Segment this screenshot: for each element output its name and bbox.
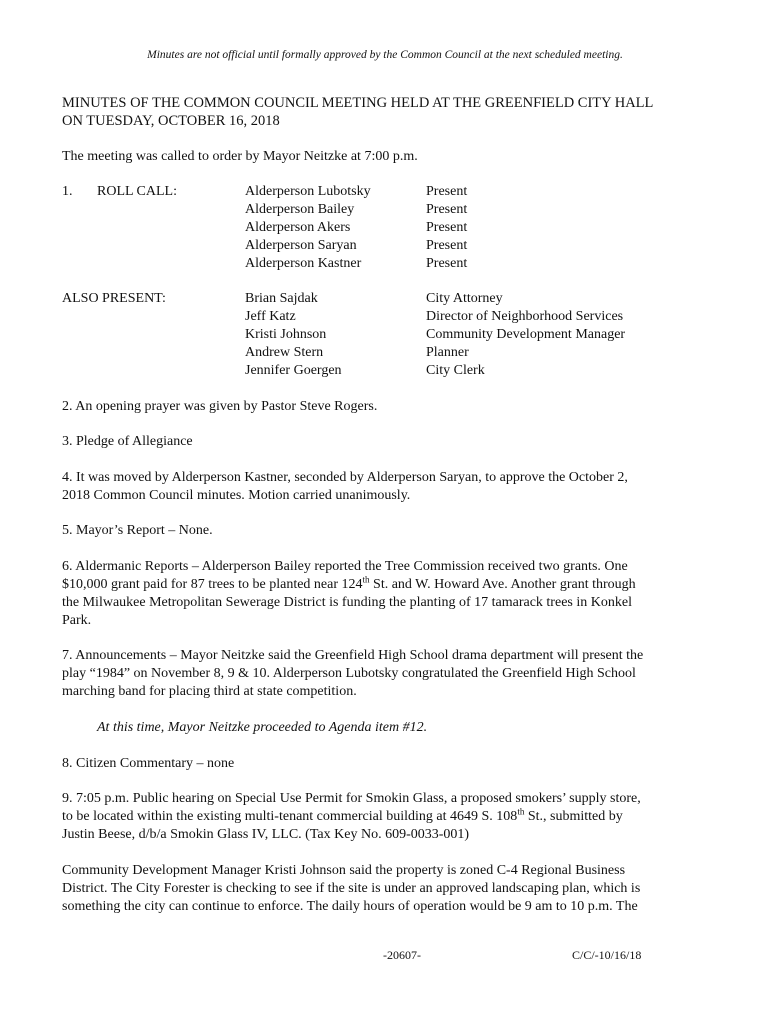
staff-role: Director of Neighborhood Services [426,309,624,324]
member-name: Alderperson Akers [245,220,351,235]
ordinal-suffix: th [517,806,525,817]
item-9-line: Justin Beese, d/b/a Smokin Glass IV, LLC. (Tax Key No. 609-0033-001) [62,827,470,842]
item-9-paragraph [62,862,712,916]
member-name: Alderperson Lubotsky [245,184,371,199]
item-6-line [62,576,712,594]
item-6-line: 6. Aldermanic Reports – Alderperson Bailey reported the Tree Commission received two grants. One [62,559,628,574]
item-9-text: to be located within the existing multi-tenant commercial building at 4649 S. 108 [62,809,518,824]
item-9-line [62,808,712,826]
roll-call-statuses [426,183,467,273]
member-status: Present [426,184,468,199]
item-6 [62,558,712,630]
item-3: 3. Pledge of Allegiance [62,434,193,449]
also-present-names [245,290,342,380]
item-9-text: St., submitted by [524,809,623,824]
item-2: 2. An opening prayer was given by Pastor Steve Rogers. [62,399,378,414]
item-6-text: $10,000 grant paid for 87 trees to be planted near 124 [62,577,363,592]
item-6-text: St. and W. Howard Ave. Another grant through [369,577,636,592]
footer-page-number: -20607- [383,948,421,962]
item-4-line: 2018 Common Council minutes. Motion carried unanimously. [62,488,411,503]
member-status: Present [426,238,468,253]
staff-role: Community Development Manager [426,327,626,342]
roll-call-number: 1. [62,184,73,199]
disclaimer-header: Minutes are not official until formally approved by the Common Council at the next scheduled meeting. [147,49,623,61]
ordinal-suffix: th [362,574,370,585]
item-7-line: play “1984” on November 8, 9 & 10. Alderperson Lubotsky congratulated the Greenfield High School [62,666,636,681]
staff-name: Jennifer Goergen [245,363,342,378]
item-8: 8. Citizen Commentary – none [62,756,235,771]
staff-name: Andrew Stern [245,345,324,360]
item-7 [62,647,712,701]
item-9-paragraph-line: Community Development Manager Kristi Johnson said the property is zoned C-4 Regional Business [62,863,626,878]
staff-role: City Clerk [426,363,485,378]
member-status: Present [426,220,468,235]
roll-call-names [245,183,371,273]
item-9-line: 9. 7:05 p.m. Public hearing on Special Use Permit for Smokin Glass, a proposed smokers’ supply store, [62,791,641,806]
footer-document-code: C/C/-10/16/18 [572,948,642,962]
also-present-roles [426,290,625,380]
item-9-paragraph-line: something the city can continue to enforce. The daily hours of operation would be 9 am to 10 p.m. The [62,899,638,914]
member-name: Alderperson Kastner [245,256,362,271]
page-title [62,94,722,130]
staff-name: Kristi Johnson [245,327,327,342]
member-name: Alderperson Bailey [245,202,355,217]
staff-name: Brian Sajdak [245,291,318,306]
item-4 [62,469,712,505]
title-line-1: MINUTES OF THE COMMON COUNCIL MEETING HELD AT THE GREENFIELD CITY HALL [62,95,654,111]
item-9-paragraph-line: District. The City Forester is checking to see if the site is under an approved landscaping plan, which is [62,881,641,896]
call-to-order: The meeting was called to order by Mayor Neitzke at 7:00 p.m. [62,149,418,164]
staff-role: City Attorney [426,291,503,306]
item-7-line: marching band for placing third at state competition. [62,684,357,699]
staff-name: Jeff Katz [245,309,296,324]
item-6-line: Park. [62,613,92,628]
member-status: Present [426,202,468,217]
item-4-line: 4. It was moved by Alderperson Kastner, seconded by Alderperson Saryan, to approve the October 2, [62,470,628,485]
item-7-line: 7. Announcements – Mayor Neitzke said the Greenfield High School drama department will present the [62,648,644,663]
member-status: Present [426,256,468,271]
title-line-2: ON TUESDAY, OCTOBER 16, 2018 [62,113,280,129]
also-present-label: ALSO PRESENT: [62,291,166,306]
roll-call-label: ROLL CALL: [97,184,177,199]
item-5: 5. Mayor’s Report – None. [62,523,213,538]
staff-role: Planner [426,345,469,360]
item-6-line: the Milwaukee Metropolitan Sewerage District is funding the planting of 17 tamarack trees in Konkel [62,595,632,610]
member-name: Alderperson Saryan [245,238,357,253]
item-9 [62,790,712,844]
agenda-note: At this time, Mayor Neitzke proceeded to Agenda item #12. [97,720,428,735]
